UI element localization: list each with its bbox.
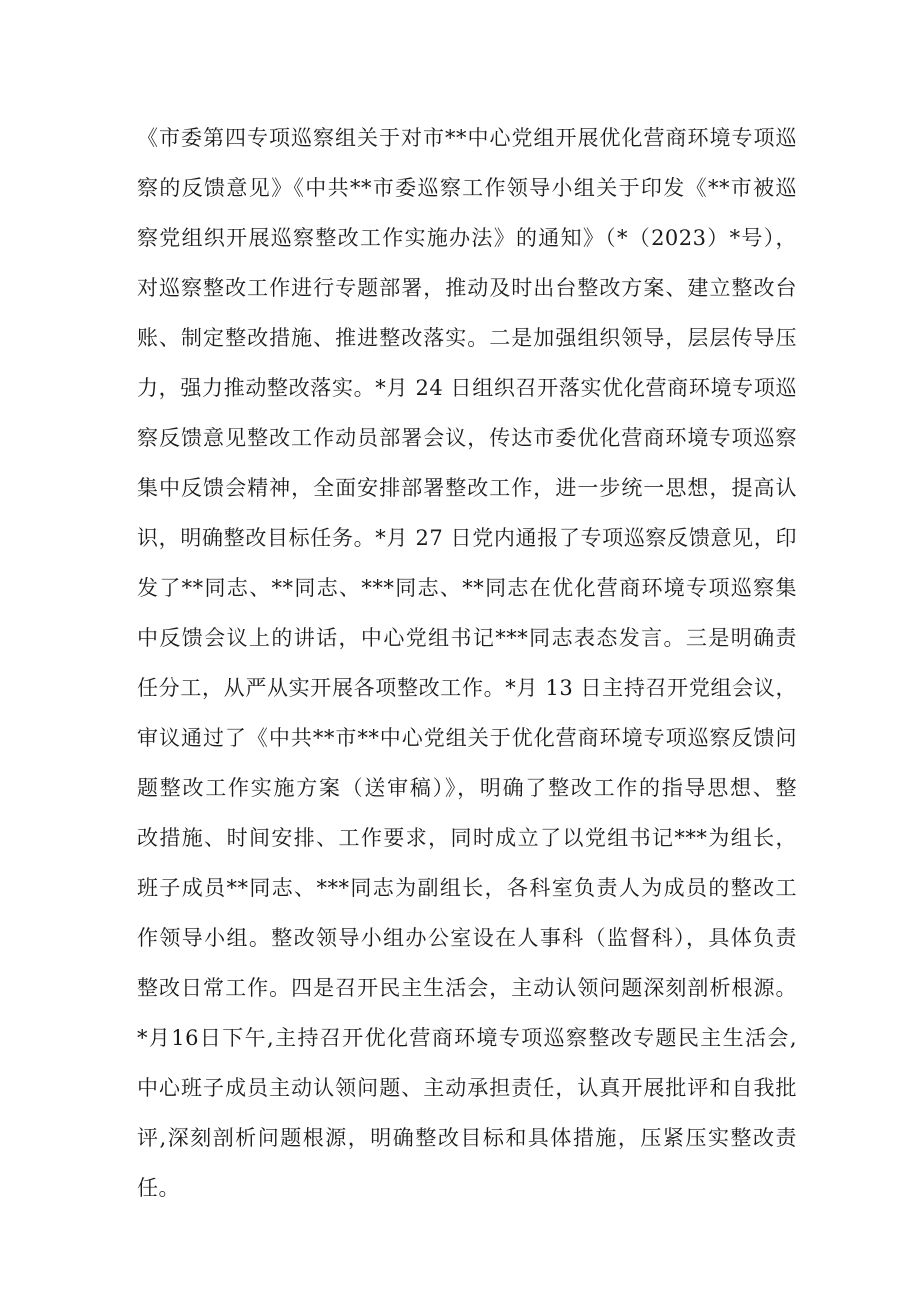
text-line-17: 作领导小组。整改领导小组办公室设在人事科（监督科），具体负责 — [137, 926, 797, 950]
text-line-20: 中心班子成员主动认领问题、主动承担责任，认真开展批评和自我批 — [137, 1076, 797, 1100]
text-line-4: 对巡察整改工作进行专题部署，推动及时出台整改方案、建立整改台 — [137, 276, 797, 300]
text-line-18: 整改日常工作。四是召开民主生活会，主动认领问题深刻剖析根源。 — [137, 976, 797, 1000]
text-line-13: 审议通过了《中共**市**中心党组关于优化营商环境专项巡察反馈问 — [137, 726, 797, 750]
text-line-19: *月16日下午,主持召开优化营商环境专项巡察整改专题民主生活会, — [137, 1026, 797, 1050]
text-line-21: 评,深刻剖析问题根源，明确整改目标和具体措施，压紧压实整改责 — [137, 1126, 797, 1150]
text-line-5: 账、制定整改措施、推进整改落实。二是加强组织领导，层层传导压 — [137, 326, 797, 350]
document-body — [137, 113, 797, 1213]
text-line-10: 发了**同志、**同志、***同志、**同志在优化营商环境专项巡察集 — [137, 576, 797, 600]
text-line-14: 题整改工作实施方案（送审稿）》，明确了整改工作的指导思想、整 — [137, 776, 797, 800]
text-line-1: 《市委第四专项巡察组关于对市**中心党组开展优化营商环境专项巡 — [137, 126, 797, 150]
text-line-15: 改措施、时间安排、工作要求，同时成立了以党组书记***为组长， — [137, 826, 797, 850]
text-line-8: 集中反馈会精神，全面安排部署整改工作，进一步统一思想，提高认 — [137, 476, 797, 500]
text-line-7: 察反馈意见整改工作动员部署会议，传达市委优化营商环境专项巡察 — [137, 426, 797, 450]
text-line-22: 任。 — [137, 1176, 180, 1200]
text-line-2: 察的反馈意见》《中共**市委巡察工作领导小组关于印发《**市被巡 — [137, 176, 797, 200]
text-line-11: 中反馈会议上的讲话，中心党组书记***同志表态发言。三是明确责 — [137, 626, 797, 650]
text-line-12: 任分工，从严从实开展各项整改工作。*月 13 日主持召开党组会议， — [137, 676, 797, 700]
text-line-16: 班子成员**同志、***同志为副组长，各科室负责人为成员的整改工 — [137, 876, 797, 900]
text-line-9: 识，明确整改目标任务。*月 27 日党内通报了专项巡察反馈意见，印 — [137, 526, 797, 550]
text-line-6: 力，强力推动整改落实。*月 24 日组织召开落实优化营商环境专项巡 — [137, 376, 797, 400]
text-line-3: 察党组织开展巡察整改工作实施办法》的通知》（*（2023）*号）， — [137, 226, 797, 250]
